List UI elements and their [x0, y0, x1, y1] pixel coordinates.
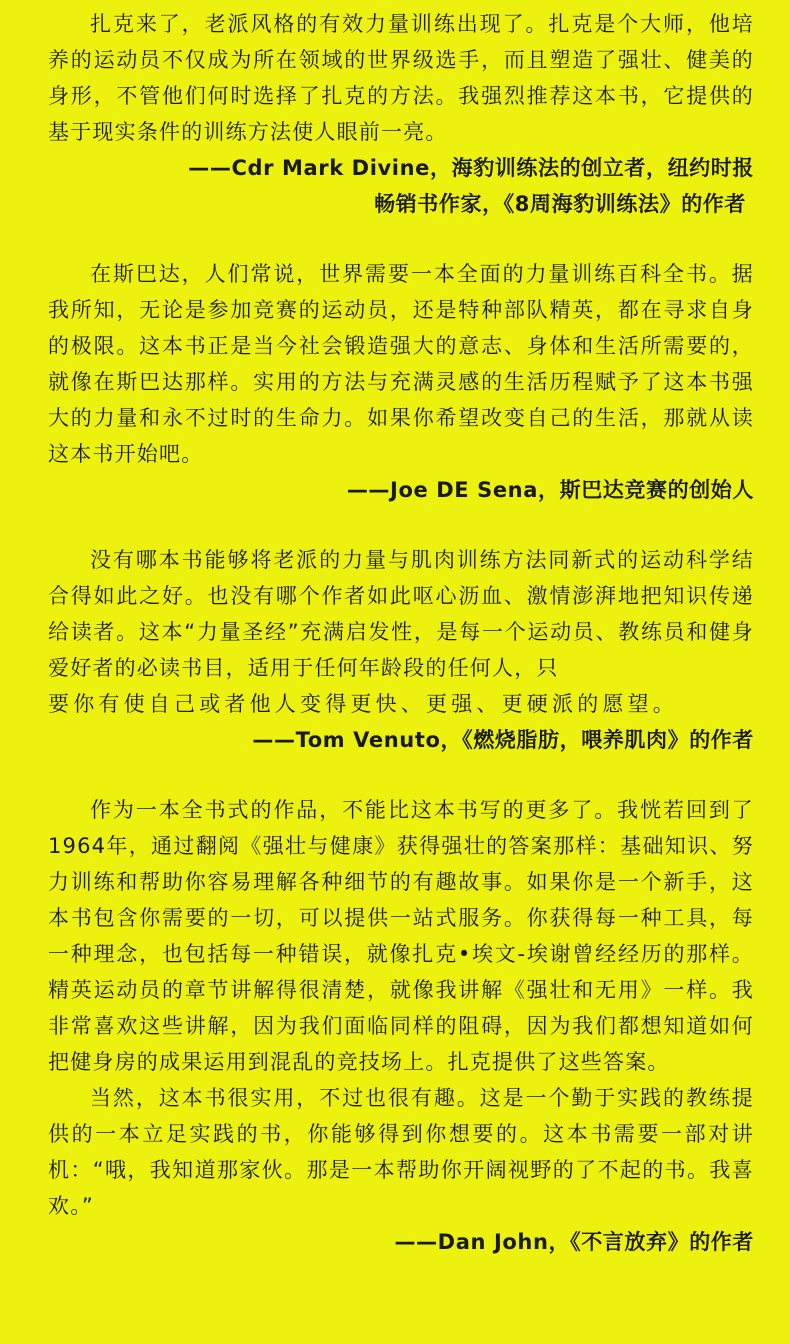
attribution-line: ——Cdr Mark Divine，海豹训练法的创立者，纽约时报 — [188, 156, 754, 180]
attribution-line: 畅销书作家，《8周海豹训练法》的作者 — [374, 192, 746, 216]
spacer — [48, 758, 754, 792]
spacer — [48, 222, 754, 256]
endorsement-text: 扎克来了，老派风格的有效力量训练出现了。扎克是个大师，他培养的运动员不仅成为所在领域的世界级选手，而且塑造了强壮、健美的身形，不管他们何时选择了扎克的方法。我强烈推荐这本书，它提供的基于现实条件的训练方法使人眼前一亮。 — [48, 12, 754, 144]
endorsement-text: 在斯巴达，人们常说，世界需要一本全面的力量训练百科全书。据我所知，无论是参加竞赛的运动员，还是特种部队精英，都在寻求自身的极限。这本书正是当今社会锻造强大的意志、身体和生活所需要的，就像在斯巴达那样。实用的方法与充满灵感的生活历程赋予了这本书强大的力量和永不过时的生命力。如果你希望改变自己的生活，那就从读这本书开始吧。 — [48, 262, 754, 466]
endorsement-dan-john — [48, 792, 754, 1260]
endorsement-tom-venuto — [48, 542, 754, 758]
endorsement-text-continued: 要你有使自己或者他人变得更快、更强、更硬派的愿望。 — [48, 692, 678, 716]
attribution-line: ——Dan John，《不言放弃》的作者 — [394, 1230, 754, 1254]
endorsement-text: 没有哪本书能够将老派的力量与肌肉训练方法同新式的运动科学结合得如此之好。也没有哪个作者如此呕心沥血、激情澎湃地把知识传递给读者。这本“力量圣经”充满启发性，是每一个运动员、教练员和健身爱好者的必读书目，适用于任何年龄段的任何人，只 — [48, 548, 754, 680]
endorsement-mark-divine — [48, 6, 754, 222]
spacer — [48, 508, 754, 542]
endorsement-text: 作为一本全书式的作品，不能比这本书写的更多了。我恍若回到了1964年，通过翻阅《强壮与健康》获得强壮的答案那样：基础知识、努力训练和帮助你容易理解各种细节的有趣故事。如果你是一个新手，这本书包含你需要的一切，可以提供一站式服务。你获得每一种工具，每一种理念，也包括每一种错误，就像扎克•埃文-埃谢曾经经历的那样。精英运动员的章节讲解得很清楚，就像我讲解《强壮和无用》一样。我非常喜欢这些讲解，因为我们面临同样的阻碍，因为我们都想知道如何把健身房的成果运用到混乱的竞技场上。扎克提供了这些答案。 — [48, 798, 754, 1074]
attribution-line: ——Tom Venuto，《燃烧脂肪，喂养肌肉》的作者 — [252, 728, 754, 752]
endorsement-joe-de-sena — [48, 256, 754, 508]
attribution-line: ——Joe DE Sena，斯巴达竞赛的创始人 — [346, 478, 754, 502]
endorsement-text: 当然，这本书很实用，不过也很有趣。这是一个勤于实践的教练提供的一本立足实践的书，你能够得到你想要的。这本书需要一部对讲机：“哦，我知道那家伙。那是一本帮助你开阔视野的了不起的书。我喜欢。” — [48, 1086, 754, 1218]
